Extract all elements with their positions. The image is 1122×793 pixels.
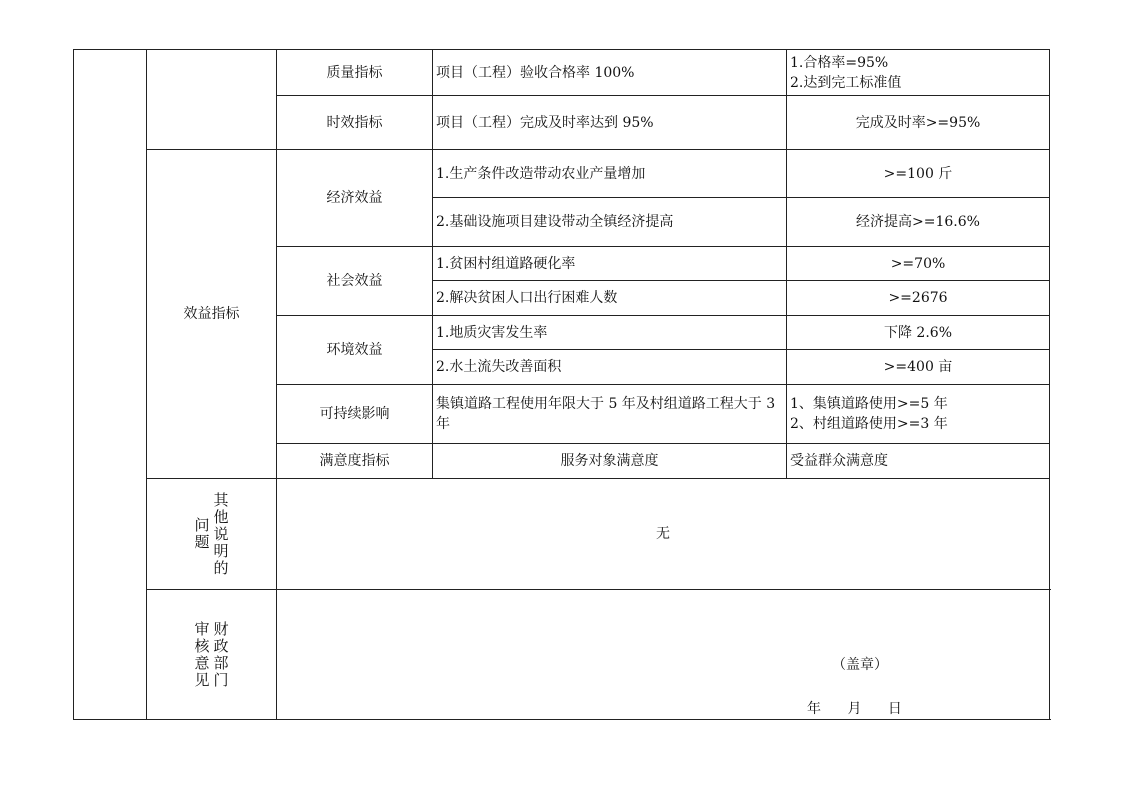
economic-value-2: 经济提高>=16.6% [787,198,1050,247]
table-row [74,590,1050,720]
vertical-char: 审 [194,619,210,638]
vertical-char: 核 [194,636,210,655]
vertical-char: 财 [213,619,229,638]
finance-review-label-col2 [194,621,209,689]
other-issues-value: 无 [277,479,1050,590]
social-category: 社会效益 [277,247,433,316]
finance-review-label [147,590,277,720]
sustainable-value-1: 1、集镇道路使用>=5 年 [790,396,948,412]
satisfaction-category: 服务对象满意度 [433,444,787,479]
vertical-char: 说 [213,524,229,543]
vertical-char: 的 [213,558,229,577]
vertical-char: 明 [213,541,229,560]
satisfaction-content: 受益群众满意度 [787,444,1050,479]
sustainable-values [787,385,1050,444]
economic-content-1: 1.生产条件改造带动农业产量增加 [433,150,787,198]
quality-value-2: 2.达到完工标准值 [790,74,902,91]
performance-indicator-table [73,49,1050,720]
table-row [74,479,1050,590]
social-content-2: 2.解决贫困人口出行困难人数 [433,281,787,316]
satisfaction-label: 满意度指标 [277,444,433,479]
social-content-1: 1.贫困村组道路硬化率 [433,247,787,281]
benefit-label: 效益指标 [147,150,277,479]
other-issues-label [147,479,277,590]
vertical-char: 问 [194,516,210,534]
vertical-char: 见 [194,670,210,689]
finance-review-label-col1 [214,621,229,689]
quality-content: 项目（工程）验收合格率 100% [433,50,787,96]
environment-content-1: 1.地质灾害发生率 [433,316,787,350]
table-row [74,50,1050,96]
economic-content-2: 2.基础设施项目建设带动全镇经济提高 [433,198,787,247]
vertical-char: 他 [213,507,229,526]
sustainable-category: 可持续影响 [277,385,433,444]
social-value-1: >=70% [787,247,1050,281]
seal-text: （盖章） [832,656,888,673]
vertical-char: 题 [194,533,210,551]
review-date: 年 月 日 [807,700,902,717]
vertical-char: 意 [194,653,210,672]
timeliness-value: 完成及时率>=95% [787,96,1050,150]
vertical-char: 政 [213,636,229,655]
economic-value-1: >=100 斤 [787,150,1050,198]
vertical-char: 门 [213,670,229,689]
table-row [74,150,1050,198]
other-issues-label-col2 [194,517,209,551]
environment-category: 环境效益 [277,316,433,385]
quality-value-1: 1.合格率=95% [790,54,889,71]
other-issues-label-col1 [214,492,229,577]
environment-content-2: 2.水土流失改善面积 [433,350,787,385]
vertical-char: 其 [213,490,229,509]
quality-category: 质量指标 [277,50,433,96]
environment-value-1: 下降 2.6% [787,316,1050,350]
blank-group-cell [147,50,277,150]
timeliness-category: 时效指标 [277,96,433,150]
social-value-2: >=2676 [787,281,1050,316]
finance-review-area [277,590,1050,720]
economic-category: 经济效益 [277,150,433,247]
vertical-char: 部 [213,653,229,672]
environment-value-2: >=400 亩 [787,350,1050,385]
blank-left-cell [74,50,147,720]
quality-values [787,50,1050,96]
sustainable-value-2: 2、村组道路使用>=3 年 [790,416,948,432]
timeliness-content: 项目（工程）完成及时率达到 95% [433,96,787,150]
sustainable-content: 集镇道路工程使用年限大于 5 年及村组道路工程大于 3 年 [433,385,787,444]
